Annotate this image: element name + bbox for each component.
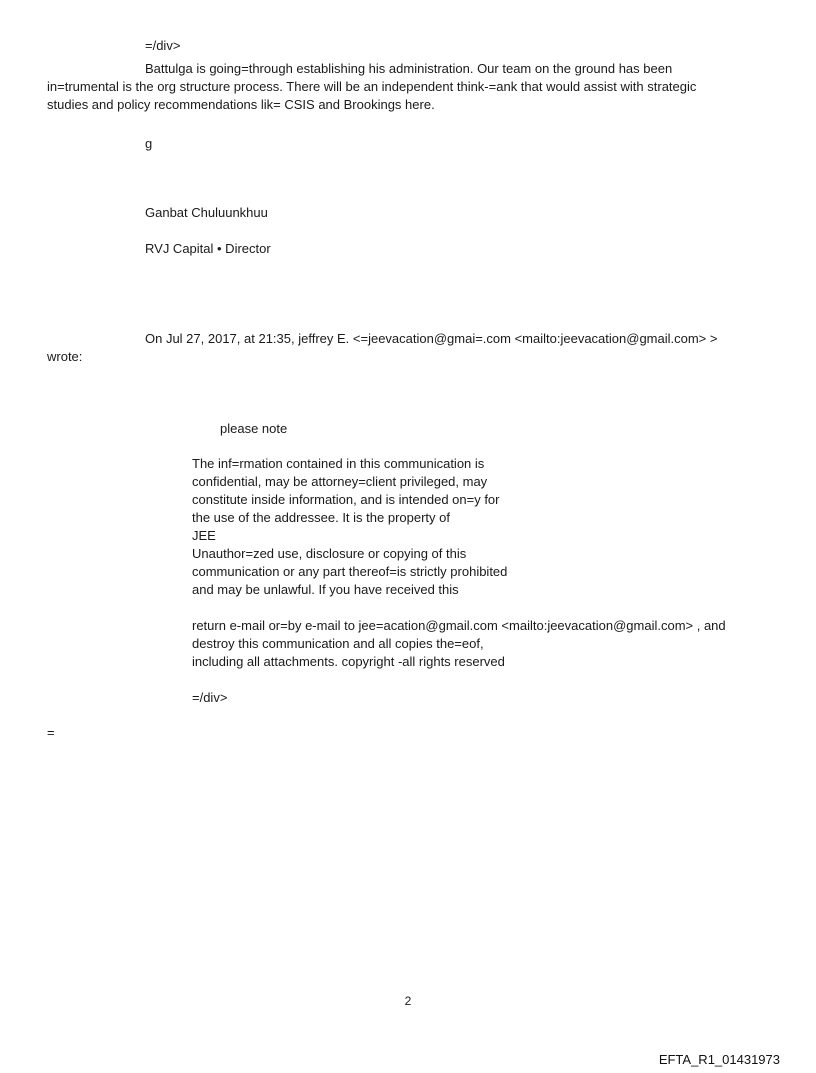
signature-title: RVJ Capital • Director: [145, 241, 271, 256]
bates-number: EFTA_R1_01431973: [658, 1052, 780, 1067]
disclaimer-line: Unauthor=zed use, disclosure or copying of this: [192, 546, 467, 561]
disclaimer-line: and may be unlawful. If you have received this: [192, 582, 459, 597]
disclaimer-heading: please note: [220, 421, 288, 436]
disclaimer-line: JEE: [192, 528, 216, 543]
disclaimer-line: return e-mail or=by e-mail to jee=acation@gmail.com <mailto:jeevacation@gmail.com> , and: [192, 618, 726, 633]
disclaimer-line: destroy this communication and all copies the=eof,: [192, 636, 484, 651]
body-paragraph-line: Battulga is going=through establishing his administration. Our team on the ground has been: [145, 61, 673, 76]
signature-name: Ganbat Chuluunkhuu: [145, 205, 268, 220]
disclaimer-line: including all attachments. copyright -all rights reserved: [192, 654, 505, 669]
reply-header-line: On Jul 27, 2017, at 21:35, jeffrey E. <=jeevacation@gmai=.com <mailto:jeevacation@gmail.com> >: [145, 331, 718, 346]
disclaimer-line: the use of the addressee. It is the property of: [192, 510, 450, 525]
email-body: [47, 37, 796, 742]
disclaimer-line: confidential, may be attorney=client privileged, may: [192, 474, 488, 489]
body-paragraph-line: in=trumental is the org structure process. There will be an independent think-=ank that would assist with strategic: [47, 79, 697, 94]
body-paragraph-line: studies and policy recommendations lik= CSIS and Brookings here.: [47, 97, 435, 112]
disclaimer-line: constitute inside information, and is intended on=y for: [192, 492, 500, 507]
trailing-equals-artifact: =: [47, 725, 55, 740]
stray-character-line: g: [145, 136, 153, 151]
reply-header-line: wrote:: [47, 349, 83, 364]
page-number: 2: [404, 994, 412, 1008]
disclaimer-line: The inf=rmation contained in this communication is: [192, 456, 485, 471]
html-close-tag-artifact: =/div>: [192, 690, 228, 705]
disclaimer-line: communication or any part thereof=is strictly prohibited: [192, 564, 508, 579]
html-close-tag-artifact: =/div>: [145, 38, 181, 53]
